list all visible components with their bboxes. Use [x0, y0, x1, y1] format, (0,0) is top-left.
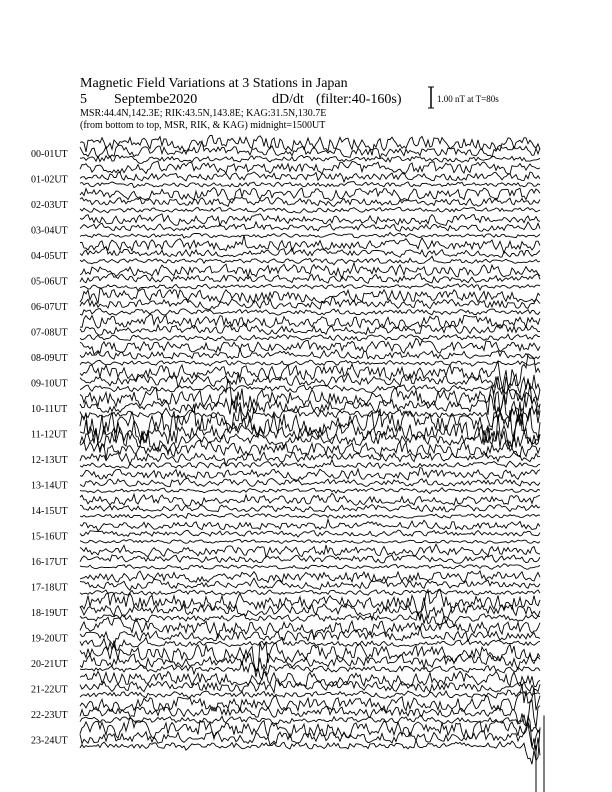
trace-msr-00-01UT [80, 155, 540, 163]
chart-date-day: 5 [80, 92, 87, 107]
trace-kag-01-02UT [80, 161, 540, 174]
chart-date-month-year: Septembe2020 [114, 92, 198, 107]
trace-rik-16-17UT [80, 555, 540, 563]
row-label-19-20UT: 19-20UT [31, 633, 68, 645]
trace-kag-22-23UT [80, 684, 540, 713]
trace-msr-19-20UT [80, 638, 540, 651]
trace-kag-15-16UT [80, 519, 540, 531]
trace-rik-15-16UT [80, 530, 540, 537]
trace-rik-01-02UT [80, 172, 540, 182]
row-label-09-10UT: 09-10UT [31, 378, 68, 390]
row-label-00-01UT: 00-01UT [31, 149, 68, 160]
row-label-11-12UT: 11-12UT [31, 429, 68, 441]
trace-kag-13-14UT [80, 468, 540, 481]
trace-msr-21-22UT [80, 690, 540, 698]
trace-msr-18-19UT [80, 612, 540, 627]
scale-label: 1.00 nT at T=80s [437, 94, 499, 104]
trace-rik-03-04UT [80, 222, 540, 232]
trace-rik-13-14UT [80, 478, 540, 487]
trace-kag-03-04UT [80, 214, 540, 226]
row-label-04-05UT: 04-05UT [31, 251, 68, 262]
row-label-07-08UT: 07-08UT [31, 327, 68, 339]
trace-msr-06-07UT [80, 309, 540, 316]
trace-msr-16-17UT [80, 564, 540, 570]
stations-info: MSR:44.4N,142.3E; RIK:43.5N,143.8E; KAG:31.5N,130.7E [80, 108, 327, 119]
scale-bar [428, 87, 499, 108]
row-label-20-21UT: 20-21UT [31, 659, 68, 670]
row-label-17-18UT: 17-18UT [31, 582, 68, 594]
trace-msr-07-08UT [80, 334, 540, 340]
trace-msr-02-03UT [80, 208, 540, 213]
row-label-15-16UT: 15-16UT [31, 531, 68, 543]
trace-msr-08-09UT [80, 360, 540, 366]
trace-msr-13-14UT [80, 488, 540, 494]
row-label-08-09UT: 08-09UT [31, 353, 68, 364]
row-label-21-22UT: 21-22UT [31, 684, 68, 696]
row-label-10-11UT: 10-11UT [31, 404, 68, 415]
trace-rik-17-18UT [80, 578, 540, 590]
hour-rows [31, 135, 544, 792]
trace-msr-14-15UT [80, 513, 540, 518]
chart-mode: dD/dt [272, 92, 304, 107]
trace-msr-03-04UT [80, 233, 540, 239]
row-label-01-02UT: 01-02UT [31, 174, 68, 186]
row-label-16-17UT: 16-17UT [31, 557, 68, 568]
trace-msr-05-06UT [80, 284, 540, 291]
chart-title: Magnetic Field Variations at 3 Stations in Japan [80, 76, 348, 91]
trace-kag-17-18UT [80, 571, 540, 583]
trace-msr-10-11UT [80, 402, 540, 430]
trace-kag-14-15UT [80, 493, 540, 506]
trace-msr-04-05UT [80, 256, 540, 264]
row-label-14-15UT: 14-15UT [31, 506, 68, 517]
trace-msr-01-02UT [80, 182, 540, 188]
trace-kag-07-08UT [80, 315, 540, 329]
trace-kag-02-03UT [80, 188, 540, 201]
trace-msr-12-13UT [80, 460, 540, 469]
trace-msr-17-18UT [80, 590, 540, 596]
trace-kag-21-22UT [80, 671, 540, 686]
trace-kag-08-09UT [80, 338, 540, 354]
trace-rik-08-09UT [80, 349, 540, 359]
row-label-06-07UT: 06-07UT [31, 302, 68, 313]
row-label-02-03UT: 02-03UT [31, 200, 68, 211]
trace-rik-22-23UT [80, 700, 540, 728]
trace-rik-20-21UT [80, 647, 540, 672]
row-label-18-19UT: 18-19UT [31, 608, 68, 619]
row-label-23-24UT: 23-24UT [31, 735, 68, 747]
trace-msr-15-16UT [80, 540, 540, 544]
row-label-05-06UT: 05-06UT [31, 276, 68, 288]
row-label-12-13UT: 12-13UT [31, 455, 68, 466]
row-label-03-04UT: 03-04UT [31, 225, 68, 237]
row-label-13-14UT: 13-14UT [31, 480, 68, 492]
chart-filter: (filter:40-160s) [316, 92, 402, 107]
trace-rik-05-06UT [80, 274, 540, 284]
row-label-22-23UT: 22-23UT [31, 710, 68, 721]
trace-kag-04-05UT [80, 235, 540, 253]
trace-rik-04-05UT [80, 247, 540, 258]
trace-rik-14-15UT [80, 505, 540, 512]
station-order-note: (from bottom to top, MSR, RIK, & KAG) midnight=1500UT [80, 120, 326, 131]
